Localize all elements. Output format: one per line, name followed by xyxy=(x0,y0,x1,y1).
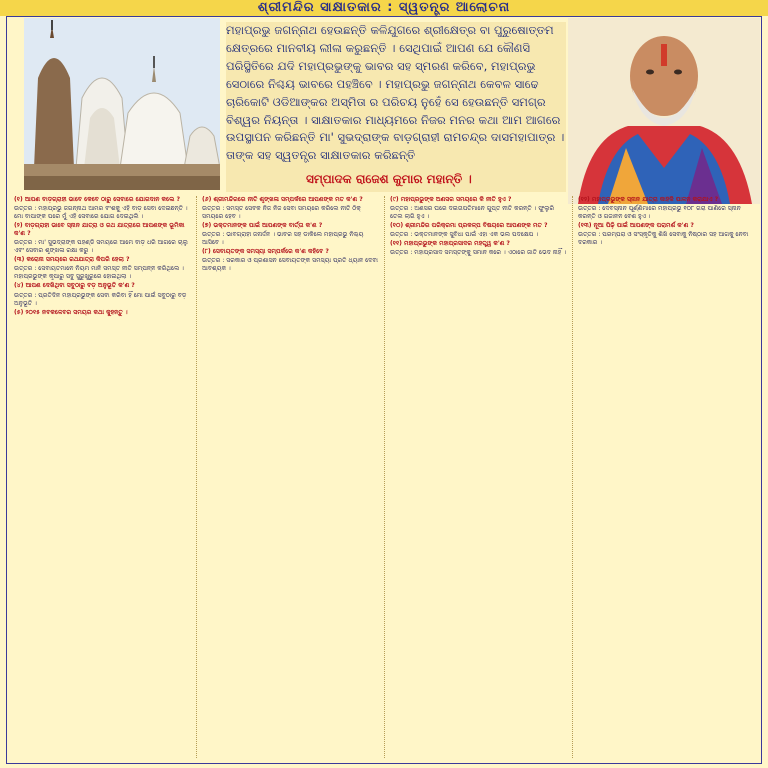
interview-question: (୮) ସେବାୟତଙ୍କ ସମସ୍ୟା ସମ୍ପର୍କରେ କ'ଣ କହିବେ ? xyxy=(202,248,329,256)
interview-answer: ଉତ୍ତର : ମହାପ୍ରସାଦ ସମସ୍ତଙ୍କୁ ସମାନ କରେ । ଏଠାରେ ଜାତି ଭେଦ ନାହିଁ । xyxy=(390,249,566,257)
interview-columns xyxy=(14,196,756,758)
interview-column-3 xyxy=(390,196,566,758)
interview-answer: ଉତ୍ତର : ସମସ୍ତ ସେବକ ନିଜ ନିଜ ସେବା ସମୟରେ କରିଲେ ନୀତି ଠିକ୍ ସମୟରେ ହେବ । xyxy=(202,205,361,221)
interview-answer: ଉତ୍ତର : ଅଣସର ଘରେ ଦଇତାପତିମାନେ ଗୁପ୍ତ ନୀତି କରନ୍ତି । ଫୁଲୁରି ତେଲ ଲାଗି ହୁଏ । xyxy=(390,205,555,221)
interview-question: (୧୩) ନୂଆ ପିଢ଼ି ପାଇଁ ଆପଣଙ୍କ ପରାମର୍ଶ କ'ଣ ? xyxy=(578,222,694,230)
interview-answer: ଉତ୍ତର : ପରମ୍ପରା ଓ ସଂସ୍କୃତିକୁ ଶିଖି ସେବାକୁ ନିଷ୍ଠାର ସହ ଆଗକୁ ନେବା ଦରକାର । xyxy=(578,231,749,247)
interview-answer: ଉତ୍ତର : ଦେବସ୍ନାନ ପୂର୍ଣ୍ଣିମାରେ ମହାପ୍ରଭୁ ୧୦୮ ଗରା ପାଣିରେ ସ୍ନାନ କରନ୍ତି ଓ ଗଜାନନ ବେଶ ହୁଏ । xyxy=(578,205,741,221)
interview-answer: ଉତ୍ତର : ସେବାୟତମାନେ ନିୟମ ମାନି ସମସ୍ତ ନୀତି ସମ୍ପନ୍ନ କରିଥିଲେ । ମହାପ୍ରଭୁଙ୍କ କୃପାରୁ ସବୁ ସୁରୁଖୁରୁରେ ହୋଇଥିଲା । xyxy=(14,265,184,281)
interview-question: (୧୦) ଶ୍ରୀମନ୍ଦିର ପରିକ୍ରମା ପ୍ରକଳ୍ପ ବିଷୟରେ ଆପଣଙ୍କ ମତ ? xyxy=(390,222,548,230)
headline-banner: ଶ୍ରୀମନ୍ଦିର ସାକ୍ଷାତକାର : ସ୍ୱତନ୍ତ୍ର ଆଲୋଚନା xyxy=(0,0,768,16)
interview-question: (୯) ମହାପ୍ରଭୁଙ୍କ ଅଣସର ସମୟରେ କି ନୀତି ହୁଏ ? xyxy=(390,196,512,203)
interview-column-2 xyxy=(202,196,378,758)
interview-question: (୩) କରୋନା ସମୟରେ ରଥଯାତ୍ରା କିପରି ହେଲା ? xyxy=(14,256,130,264)
editor-byline: ସମ୍ପାଦକ ରାଜେଶ କୁମାର ମହାନ୍ତି । xyxy=(306,172,472,186)
interview-column-1 xyxy=(14,196,190,758)
intro-text: ମହାପ୍ରଭୁ ଜଗନ୍ନାଥ ହେଉଛନ୍ତି କଳିଯୁଗରେ ଶ୍ରୀକ୍ଷେତ୍ର ବା ପୁରୁଷୋତ୍ତମ କ୍ଷେତ୍ରରେ ମାନବୀୟ ଲୀଳା କରୁଛନ୍ତି । ସେଥିପାଇଁ ଆପଣ ଯେ କୌଣସି ପରିସ୍ଥିତିରେ ଯଦି ମହାପ୍ରଭୁଙ୍କୁ ଭାବର ସହ ସ୍ମରଣ କରିବେ, ମହାପ୍ରଭୁ ସେଠାରେ ନିଶ୍ଚୟ ଭାବରେ ପହଞ୍ଚିବେ । ମହାପ୍ରଭୁ ଜଗନ୍ନାଥ କେବଳ ସାଢେ ଚାରିକୋଟି ଓଡିଆଙ୍କର ଅସ୍ମିତା ର ପରିଚୟ ନୁହେଁ ସେ ହେଉଛନ୍ତି ସମଗ୍ର ବିଶ୍ୱର ନିୟନ୍ତା । ସାକ୍ଷାତକାର ମାଧ୍ୟମରେ ନିଜର ମନର କଥା ଆମ ଆଗରେ ଉପସ୍ଥାପନ କରିଛନ୍ତି ମା' ସୁଭଦ୍ରାଙ୍କ ବାଡ଼ଗ୍ରାହୀ ରାମଚନ୍ଦ୍ର ଦାସମହାପାତ୍ର । ତାଙ୍କ ସହ ସ୍ୱତନ୍ତ୍ର ସାକ୍ଷାତକାର କରିଛନ୍ତି xyxy=(226,23,565,163)
interview-question: (୧୨) ମହାପ୍ରଭୁଙ୍କ ସ୍ନାନ ଯାତ୍ରା କାହିଁକି ପାଳନ କରାଯାଏ ? xyxy=(578,196,719,203)
interview-answer: ଉତ୍ତର : ଭାବଗ୍ରାହୀ ଜନାର୍ଦ୍ଦନ । ଭାବର ସହ ଡାକିଲେ ମହାପ୍ରଭୁ ନିଶ୍ଚୟ ଆସିବେ । xyxy=(202,231,364,247)
interview-column-4 xyxy=(578,196,754,758)
interview-question: (୬) ଶ୍ରୀମନ୍ଦିରରେ ନୀତି ଶୃଙ୍ଖଳା ସମ୍ପର୍କରେ ଆପଣଙ୍କ ମତ କ'ଣ ? xyxy=(202,196,363,203)
jagannath-temple-photo xyxy=(24,18,220,190)
interview-question: (୭) ଭକ୍ତମାନଙ୍କ ପାଇଁ ଆପଣଙ୍କ ବାର୍ତ୍ତା କ'ଣ ? xyxy=(202,222,323,230)
interview-answer: ଉତ୍ତର : ମହାପ୍ରଭୁ ଜଗନ୍ନାଥ ଆମର ବଂଶକୁ ଏହି ବାଡ଼ ସେବା ଦେଇଛନ୍ତି । ମୋ ବାପାଙ୍କ ପରେ ମୁଁ ଏହି ସେବାରେ ଯୋଗ ଦେଇଥିଲି । xyxy=(14,205,188,221)
interview-question: (୧୧) ମହାପ୍ରଭୁଙ୍କ ମହାପ୍ରସାଦର ମହତ୍ତ୍ୱ କ'ଣ ? xyxy=(390,240,510,248)
interview-answer: ଉତ୍ତର : ପ୍ରତିଦିନ ମହାପ୍ରଭୁଙ୍କ ସେବା କରିବା ହିଁ ମୋ ପାଇଁ ସବୁଠାରୁ ବଡ଼ ଅନୁଭୂତି । xyxy=(14,291,187,307)
interview-answer: ଉତ୍ତର : ମା' ସୁଭଦ୍ରାଙ୍କ ପହଣ୍ଡି ସମୟରେ ଆମେ ବାଡ଼ ଧରି ଆଗରେ ଚାଲୁ ଏବଂ ସେବାର ଶୃଙ୍ଖଳା ରକ୍ଷା କରୁ । xyxy=(14,239,188,255)
interview-answer: ଉତ୍ତର : ସରକାର ଓ ପ୍ରଶାସନ ସେବାୟତଙ୍କ ସମସ୍ୟା ପ୍ରତି ଧ୍ୟାନ ଦେବା ଆବଶ୍ୟକ । xyxy=(202,257,378,273)
intro-paragraph xyxy=(226,22,566,192)
interview-question: (୧) ଆପଣ ବାଡ଼ଗ୍ରାହୀ ଭାବେ କେବେ ଠାରୁ ସେବାରେ ଯୋଗଦାନ କଲେ ? xyxy=(14,196,181,203)
interview-question: (୪) ଆପଣ ଦେଖିଥିବା ସବୁଠାରୁ ବଡ଼ ଅନୁଭୂତି କ'ଣ ? xyxy=(14,282,135,290)
interviewee-portrait xyxy=(568,18,760,204)
interview-question: (୫) ୨୦୧୫ ନବକଳେବର ସମୟର କଥା କୁହନ୍ତୁ । xyxy=(14,308,128,316)
interview-question: (୨) ବାଡ଼ଗ୍ରାହୀ ଭାବେ ସ୍ନାନ ଯାତ୍ରା ଓ ରଥ ଯାତ୍ରାରେ ଆପଣଙ୍କ ଭୂମିକା କ'ଣ ? xyxy=(14,222,185,238)
interview-answer: ଉତ୍ତର : ଭକ୍ତମାନଙ୍କ ସୁବିଧା ପାଇଁ ଏହା ଏକ ଭଲ ପଦକ୍ଷେପ । xyxy=(390,231,539,239)
